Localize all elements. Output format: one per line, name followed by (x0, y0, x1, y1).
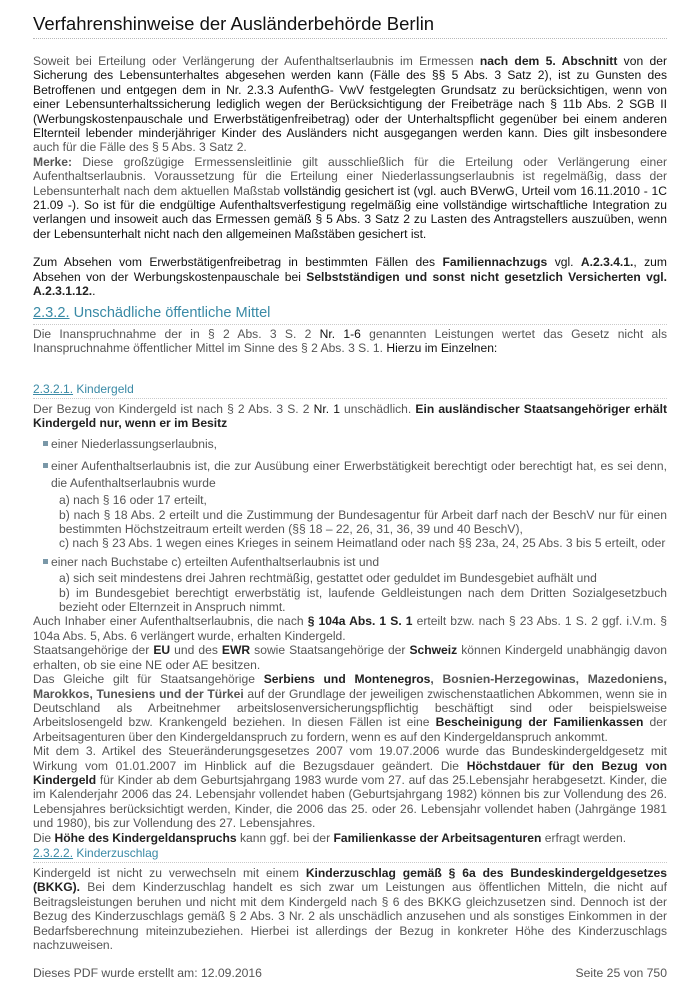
title-divider (33, 38, 667, 39)
list-item: einer nach Buchstabe c) erteilten Aufenthaltserlaubnis ist und (33, 555, 667, 569)
list-item: einer Niederlassungserlaubnis, (33, 437, 667, 451)
paragraph-hoehe: Die Höhe des Kindergeldanspruchs kann ggf. bei der Familienkasse der Arbeitsagenturen erfragt werden. (33, 830, 627, 845)
section-2-3-2-1 (33, 382, 667, 845)
subsection-number-link[interactable]: 2.3.2.1. (33, 382, 74, 396)
list-subitem: a) sich seit mindestens drei Jahren rechtmäßig, gestattet oder geduldet im Bundesgebiet aufhält und (59, 571, 597, 586)
bullet-icon (43, 559, 48, 564)
list-subitem: b) nach § 18 Abs. 2 erteilt und die Zustimmung der Bundesagentur für Arbeit darf nach der BeschV nur für einen bestimmten Höchstzeitraum erteilt werden (§§ 18 – 22, 26, 31, 36, 39 und 40 BeschV), (59, 507, 667, 537)
document-page (33, 0, 667, 990)
kindergeld-paragraph: Der Bezug von Kindergeld ist nach § 2 Abs. 3 S. 2 Nr. 1 unschädlich. Ein ausländischer Staatsangehöriger erhält Kindergeld nur, wenn er im Besitz (33, 402, 667, 431)
document-title: Verfahrenshinweise der Ausländerbehörde Berlin (33, 13, 435, 34)
list-subitem: a) nach § 16 oder 17 erteilt, (59, 493, 207, 508)
paragraph-abkommen: Das Gleiche gilt für Staatsangehörige Serbiens und Montenegros, Bosnien-Herzegowinas, Mazedoniens, Marokkos, Tunesiens und der Türkei auf der Grundlage der jeweiligen zwischenstaatlichen Abkommen, wenn sie in Deutschland als Arbeitnehmer arbeitslosenversicherungspflichtig beschäftigt sind oder beispielsweise Arbeitslosengeld bzw. Krankengeld beziehen. In diesen Fällen ist eine Bescheinigung der Familienkassen der Arbeitsagenturen über den Kindergeldanspruch zu fordern, wenn es auf den Kindergeldanspruch ankommt. (33, 672, 667, 744)
section-2-3-2 (33, 305, 667, 356)
bullet-icon (43, 441, 48, 446)
list-subitem: b) im Bundesgebiet berechtigt erwerbstätig ist, laufende Geldleistungen nach dem Dritten Sozialgesetzbuch bezieht oder Elternzeit in Anspruch nimmt. (59, 585, 667, 615)
kinderzuschlag-paragraph: Kindergeld ist nicht zu verwechseln mit einem Kinderzuschlag gemäß § 6a des Bundeskindergeldgesetzes (BKKG). Bei dem Kinderzuschlag handelt es sich zwar um Leistungen aus öffentlichen Mitteln, die nicht auf Beitragsleistungen beruhen und nicht mit dem Kindergeld nach § 6 des BKKG gleichzusetzen sind. Dennoch ist der Bezug des Kinderzuschlags gemäß § 2 Abs. 3 Nr. 2 als unschädlich anzusehen und als sonstiges Einkommen in der Bedarfsberechnung miteinzubeziehen. Hierbei ist allerdings der Bezug in konkreter Höhe des Kinderzuschlags nachzuweisen. (33, 866, 667, 953)
section-2-3-2-2 (33, 846, 667, 952)
merke-paragraph: Merke: Diese großzügige Ermessensleitlinie gilt ausschließlich für die Erteilung oder Verlängerung einer Aufenthaltserlaubnis. Voraussetzung für die Erteilung einer Niederlassungserlaubnis ist regelmäßig, dass der Lebensunterhalt nach dem aktuellen Maßstab vollständig gesichert ist (vgl. auch BVerwG, Urteil vom 16.11.2010 - 1C 21.09 -). So ist für die endgültige Aufenthaltsverfestigung regelmäßig eine vollständige wirtschaftliche Integration zu verlangen und insoweit auch das Ermessen gemäß § 5 Abs. 3 Satz 2 zu Lasten des Antragstellers auszuüben, wenn der Lebensunterhalt nicht nach den allgemeinen Maßstäben gesichert ist. (33, 154, 668, 241)
footer-created-date: Dieses PDF wurde erstellt am: 12.09.2016 (33, 966, 262, 980)
section-paragraph: Die Inanspruchnahme der in § 2 Abs. 3 S. 2 Nr. 1-6 genannten Leistungen wertet das Gesetz nicht als Inanspruchnahme öffentlicher Mittel im Sinne des § 2 Abs. 3 S. 1. Hierzu im Einzelnen: (33, 327, 667, 356)
paragraph-104a: Auch Inhaber einer Aufenthaltserlaubnis, die nach § 104a Abs. 1 S. 1 erteilt bzw. nach § 23 Abs. 1 S. 2 ggf. i.V.m. § 104a Abs. 5, Abs. 6 verlängert wurde, erhalten Kindergeld. (33, 614, 668, 643)
bullet-icon (43, 463, 48, 468)
list-subitem: c) nach § 23 Abs. 1 wegen eines Krieges in seinem Heimatland oder nach §§ 23a, 24, 25 Abs. 3 bis 5 erteilt, oder (59, 536, 666, 551)
list-item: einer Aufenthaltserlaubnis ist, die zur Ausübung einer Erwerbstätigkeit berechtigt oder berechtigt hat, es sei denn, die Aufenthaltserlaubnis wurde (33, 458, 667, 492)
intro-section (33, 54, 667, 299)
intro-reference-paragraph: Zum Absehen vom Erwerbstätigenfreibetrag in bestimmten Fällen des Familiennachzugs vgl. A.2.3.4.1., zum Absehen von der Werbungskostenpauschale bei Selbstständigen und sonst nicht gesetzlich Versicherten vgl. A.2.3.1.12.. (33, 255, 667, 299)
paragraph-bezugsdauer: Mit dem 3. Artikel des Steueränderungsgesetzes 2007 vom 19.07.2006 wurde das Bundeskindergeldgesetz mit Wirkung vom 01.01.2007 im Hinblick auf die Bezugsdauer geändert. Die Höchstdauer für den Bezug von Kindergeld für Kinder ab dem Geburtsjahrgang 1983 wurde vom 27. auf das 25.Lebensjahr herabgesetzt. Kinder, die im Kalenderjahr 2006 das 24. Lebensjahr vollendet haben (Geburtsjahrgang 1982) können bis zur Vollendung des 26. Lebensjahres berücksichtigt werden, Kinder, die 2006 das 25. oder 26. Lebensjahr vollendet haben (Jahrgänge 1981 und 1980), bis zur Vollendung des 27. Lebensjahres. (33, 744, 668, 831)
subsection-number-link[interactable]: 2.3.2.2. (33, 846, 74, 860)
page-footer (33, 966, 667, 980)
intro-paragraph: Soweit bei Erteilung oder Verlängerung der Aufenthaltserlaubnis im Ermessen nach dem 5. Abschnitt von der Sicherung des Lebensunterhaltes abgesehen werden kann (Fälle des §§ 5 Abs. 3 Satz 2), ist zu Gunsten des Betroffenen und entgegen dem in Nr. 2.3.3 AufenthG- VwV festgelegten Grundsatz zu berücksichtigen, wenn von einer Lebensunterhaltssicherung lediglich wegen der Berücksichtigung der Freibeträge nach § 11b Abs. 2 SGB II (Werbungskostenpauschale und Erwerbstätigenfreibetrag) oder der Unterhaltspflicht gegenüber bei einem anderen Elternteil lebender minderjähriger Kinder des Ausländers nicht ausgegangen werden kann. Dies gilt insbesondere auch für die Fälle des § 5 Abs. 3 Satz 2. (33, 54, 667, 155)
footer-page-number: Seite 25 von 750 (575, 966, 667, 980)
section-number-link[interactable]: 2.3.2. (33, 305, 70, 321)
section-heading: 2.3.2. Unschädliche öffentliche Mittel (33, 305, 667, 325)
paragraph-eu: Staatsangehörige der EU und des EWR sowie Staatsangehörige der Schweiz können Kindergeld unabhängig davon erhalten, ob sie eine NE oder AE besitzen. (33, 643, 667, 672)
subsection-heading: 2.3.2.1. Kindergeld (33, 382, 667, 399)
subsection-heading: 2.3.2.2. Kinderzuschlag (33, 846, 667, 863)
